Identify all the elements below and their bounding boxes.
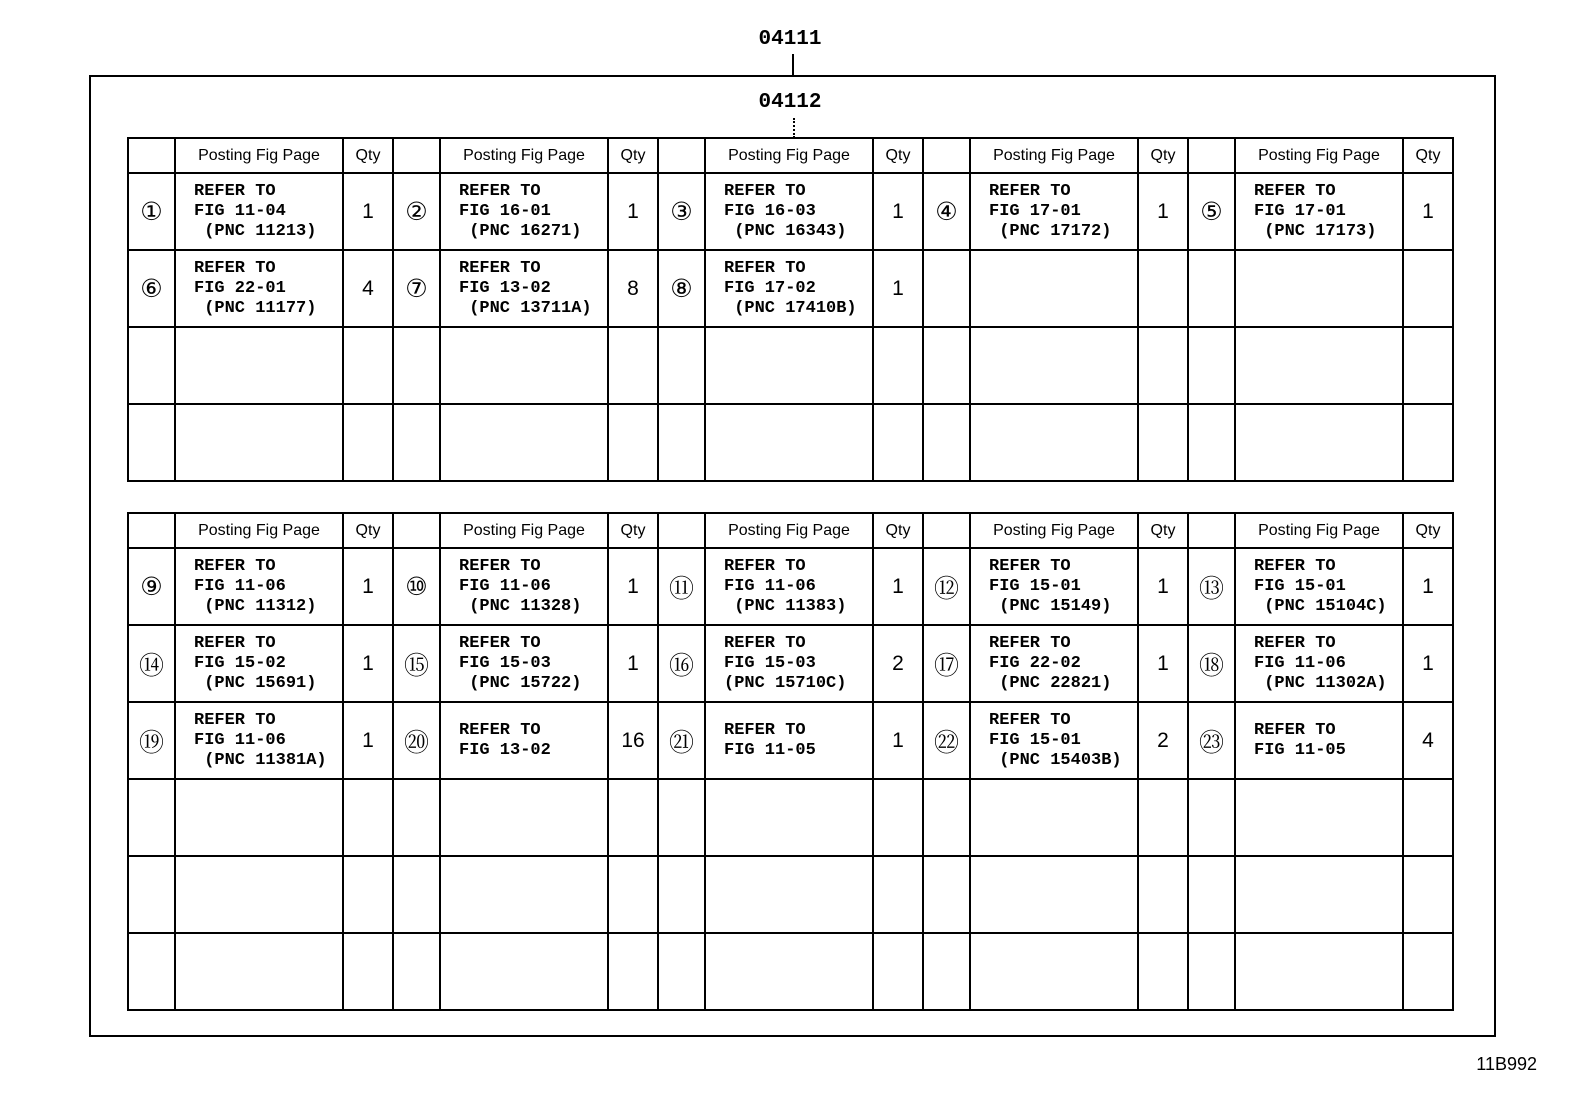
qty-cell xyxy=(608,779,658,856)
qty-cell xyxy=(1138,779,1188,856)
qty-cell xyxy=(1403,327,1453,404)
header-qty: Qty xyxy=(1138,138,1188,173)
posting-fig-page-cell: REFER TO FIG 11-04 (PNC 11213) xyxy=(175,173,343,250)
header-qty: Qty xyxy=(343,513,393,548)
item-number-cell xyxy=(923,250,970,327)
posting-fig-page-cell: REFER TO FIG 15-01 (PNC 15104C) xyxy=(1235,548,1403,625)
table-row xyxy=(128,702,1453,779)
item-number-cell xyxy=(393,327,440,404)
posting-fig-page-cell xyxy=(440,779,608,856)
item-number-cell xyxy=(923,404,970,481)
item-number-cell xyxy=(1188,856,1235,933)
posting-fig-page-cell xyxy=(705,933,873,1010)
qty-cell: 2 xyxy=(1138,702,1188,779)
qty-cell: 16 xyxy=(608,702,658,779)
leader-line-sub xyxy=(793,118,795,138)
posting-fig-page-cell xyxy=(1235,856,1403,933)
item-number-cell xyxy=(1188,250,1235,327)
qty-cell xyxy=(873,404,923,481)
posting-fig-page-cell xyxy=(705,327,873,404)
posting-fig-page-cell: REFER TO FIG 15-01 (PNC 15403B) xyxy=(970,702,1138,779)
header-blank-cell xyxy=(128,513,175,548)
item-number-cell xyxy=(658,404,705,481)
posting-fig-page-cell: REFER TO FIG 15-02 (PNC 15691) xyxy=(175,625,343,702)
header-blank-cell xyxy=(1188,138,1235,173)
qty-cell: 1 xyxy=(873,250,923,327)
qty-cell xyxy=(608,933,658,1010)
posting-fig-page-cell: REFER TO FIG 16-03 (PNC 16343) xyxy=(705,173,873,250)
header-qty: Qty xyxy=(873,513,923,548)
posting-fig-page-cell xyxy=(970,327,1138,404)
qty-cell xyxy=(1403,404,1453,481)
item-number-cell: ⑪ xyxy=(658,548,705,625)
qty-cell xyxy=(1138,856,1188,933)
posting-fig-page-cell xyxy=(970,404,1138,481)
posting-fig-page-cell xyxy=(1235,250,1403,327)
item-number-cell xyxy=(128,856,175,933)
item-number-cell xyxy=(923,856,970,933)
posting-fig-page-cell xyxy=(1235,404,1403,481)
posting-fig-page-cell: REFER TO FIG 11-06 (PNC 11328) xyxy=(440,548,608,625)
posting-fig-page-cell xyxy=(175,933,343,1010)
posting-fig-page-cell: REFER TO FIG 13-02 xyxy=(440,702,608,779)
qty-cell xyxy=(608,327,658,404)
item-number-cell: ② xyxy=(393,173,440,250)
header-qty: Qty xyxy=(343,138,393,173)
posting-fig-page-cell: REFER TO FIG 17-01 (PNC 17173) xyxy=(1235,173,1403,250)
posting-fig-page-cell: REFER TO FIG 22-02 (PNC 22821) xyxy=(970,625,1138,702)
table-header-row xyxy=(128,513,1453,548)
qty-cell xyxy=(1403,250,1453,327)
table-row xyxy=(128,933,1453,1010)
posting-fig-page-cell xyxy=(1235,779,1403,856)
qty-cell: 4 xyxy=(343,250,393,327)
posting-fig-page-cell xyxy=(175,856,343,933)
item-number-cell xyxy=(393,779,440,856)
posting-fig-page-cell: REFER TO FIG 13-02 (PNC 13711A) xyxy=(440,250,608,327)
header-posting-fig-page: Posting Fig Page xyxy=(440,513,608,548)
item-number-cell xyxy=(128,404,175,481)
item-number-cell: ⑮ xyxy=(393,625,440,702)
posting-fig-page-cell xyxy=(970,856,1138,933)
qty-cell xyxy=(873,856,923,933)
qty-cell: 1 xyxy=(608,173,658,250)
qty-cell xyxy=(873,933,923,1010)
posting-fig-page-cell xyxy=(175,404,343,481)
item-number-cell xyxy=(658,779,705,856)
header-posting-fig-page: Posting Fig Page xyxy=(440,138,608,173)
header-posting-fig-page: Posting Fig Page xyxy=(970,513,1138,548)
table-row xyxy=(128,779,1453,856)
posting-fig-page-cell xyxy=(705,404,873,481)
posting-fig-page-cell: REFER TO FIG 11-05 xyxy=(1235,702,1403,779)
item-number-cell: ㉑ xyxy=(658,702,705,779)
header-qty: Qty xyxy=(1403,513,1453,548)
posting-fig-page-cell xyxy=(705,779,873,856)
subassembly-number-label: 04112 xyxy=(758,91,822,114)
qty-cell xyxy=(608,856,658,933)
posting-fig-page-cell: REFER TO FIG 15-01 (PNC 15149) xyxy=(970,548,1138,625)
item-number-cell: ⑱ xyxy=(1188,625,1235,702)
table-row xyxy=(128,173,1453,250)
header-posting-fig-page: Posting Fig Page xyxy=(970,138,1138,173)
posting-fig-page-cell xyxy=(705,856,873,933)
header-blank-cell xyxy=(658,513,705,548)
qty-cell: 1 xyxy=(873,702,923,779)
header-qty: Qty xyxy=(1138,513,1188,548)
posting-fig-page-cell: REFER TO FIG 22-01 (PNC 11177) xyxy=(175,250,343,327)
header-posting-fig-page: Posting Fig Page xyxy=(705,513,873,548)
item-number-cell: ⑳ xyxy=(393,702,440,779)
qty-cell: 1 xyxy=(608,625,658,702)
posting-fig-page-cell: REFER TO FIG 15-03 (PNC 15722) xyxy=(440,625,608,702)
qty-cell xyxy=(343,327,393,404)
qty-cell xyxy=(1138,250,1188,327)
item-number-cell: ⑨ xyxy=(128,548,175,625)
header-posting-fig-page: Posting Fig Page xyxy=(175,513,343,548)
qty-cell xyxy=(873,779,923,856)
qty-cell: 1 xyxy=(873,173,923,250)
item-number-cell xyxy=(393,404,440,481)
posting-fig-page-cell xyxy=(970,933,1138,1010)
posting-fig-page-cell: REFER TO FIG 11-05 xyxy=(705,702,873,779)
qty-cell xyxy=(343,779,393,856)
illustration-code: 11B992 xyxy=(1476,1054,1537,1074)
qty-cell xyxy=(608,404,658,481)
posting-fig-page-cell xyxy=(440,856,608,933)
item-number-cell: ⑤ xyxy=(1188,173,1235,250)
posting-fig-page-cell: REFER TO FIG 15-03 (PNC 15710C) xyxy=(705,625,873,702)
parts-table-2 xyxy=(127,512,1454,1011)
qty-cell xyxy=(1403,856,1453,933)
item-number-cell: ㉓ xyxy=(1188,702,1235,779)
qty-cell xyxy=(1138,327,1188,404)
item-number-cell: ⑰ xyxy=(923,625,970,702)
header-posting-fig-page: Posting Fig Page xyxy=(705,138,873,173)
item-number-cell: ⑥ xyxy=(128,250,175,327)
qty-cell: 1 xyxy=(343,173,393,250)
posting-fig-page-cell xyxy=(1235,327,1403,404)
posting-fig-page-cell xyxy=(440,327,608,404)
qty-cell xyxy=(343,856,393,933)
qty-cell: 1 xyxy=(1403,548,1453,625)
header-blank-cell xyxy=(128,138,175,173)
posting-fig-page-cell xyxy=(970,779,1138,856)
qty-cell xyxy=(1138,933,1188,1010)
qty-cell: 1 xyxy=(1138,625,1188,702)
item-number-cell xyxy=(1188,779,1235,856)
item-number-cell: ⑭ xyxy=(128,625,175,702)
header-blank-cell xyxy=(658,138,705,173)
qty-cell: 1 xyxy=(343,625,393,702)
posting-fig-page-cell: REFER TO FIG 17-02 (PNC 17410B) xyxy=(705,250,873,327)
item-number-cell: ㉒ xyxy=(923,702,970,779)
posting-fig-page-cell xyxy=(175,327,343,404)
posting-fig-page-cell: REFER TO FIG 16-01 (PNC 16271) xyxy=(440,173,608,250)
item-number-cell: ⑦ xyxy=(393,250,440,327)
item-number-cell xyxy=(1188,404,1235,481)
item-number-cell: ⑧ xyxy=(658,250,705,327)
item-number-cell: ⑫ xyxy=(923,548,970,625)
table-row xyxy=(128,404,1453,481)
item-number-cell xyxy=(658,327,705,404)
posting-fig-page-cell xyxy=(175,779,343,856)
parts-table-1 xyxy=(127,137,1454,482)
item-number-cell xyxy=(658,933,705,1010)
posting-fig-page-cell: REFER TO FIG 11-06 (PNC 11312) xyxy=(175,548,343,625)
qty-cell: 1 xyxy=(343,702,393,779)
posting-fig-page-cell xyxy=(440,404,608,481)
item-number-cell xyxy=(128,779,175,856)
item-number-cell xyxy=(393,856,440,933)
qty-cell: 8 xyxy=(608,250,658,327)
header-blank-cell xyxy=(923,513,970,548)
header-blank-cell xyxy=(1188,513,1235,548)
qty-cell: 2 xyxy=(873,625,923,702)
item-number-cell: ④ xyxy=(923,173,970,250)
posting-fig-page-cell: REFER TO FIG 11-06 (PNC 11302A) xyxy=(1235,625,1403,702)
table-row xyxy=(128,327,1453,404)
qty-cell: 1 xyxy=(1138,548,1188,625)
header-blank-cell xyxy=(393,513,440,548)
item-number-cell xyxy=(1188,933,1235,1010)
posting-fig-page-cell: REFER TO FIG 11-06 (PNC 11381A) xyxy=(175,702,343,779)
posting-fig-page-cell: REFER TO FIG 11-06 (PNC 11383) xyxy=(705,548,873,625)
header-posting-fig-page: Posting Fig Page xyxy=(1235,513,1403,548)
item-number-cell: ⑬ xyxy=(1188,548,1235,625)
qty-cell: 1 xyxy=(608,548,658,625)
item-number-cell xyxy=(923,327,970,404)
item-number-cell: ① xyxy=(128,173,175,250)
item-number-cell: ⑲ xyxy=(128,702,175,779)
item-number-cell xyxy=(1188,327,1235,404)
item-number-cell xyxy=(658,856,705,933)
table-row xyxy=(128,856,1453,933)
header-qty: Qty xyxy=(1403,138,1453,173)
table-row xyxy=(128,250,1453,327)
item-number-cell: ⑯ xyxy=(658,625,705,702)
qty-cell: 1 xyxy=(343,548,393,625)
qty-cell xyxy=(343,933,393,1010)
item-number-cell: ⑩ xyxy=(393,548,440,625)
qty-cell: 1 xyxy=(873,548,923,625)
posting-fig-page-cell xyxy=(970,250,1138,327)
table-row xyxy=(128,625,1453,702)
table-row xyxy=(128,548,1453,625)
item-number-cell xyxy=(128,327,175,404)
posting-fig-page-cell xyxy=(440,933,608,1010)
qty-cell: 1 xyxy=(1403,173,1453,250)
posting-fig-page-cell xyxy=(1235,933,1403,1010)
posting-fig-page-cell: REFER TO FIG 17-01 (PNC 17172) xyxy=(970,173,1138,250)
header-posting-fig-page: Posting Fig Page xyxy=(1235,138,1403,173)
table-header-row xyxy=(128,138,1453,173)
header-posting-fig-page: Posting Fig Page xyxy=(175,138,343,173)
qty-cell: 1 xyxy=(1138,173,1188,250)
header-qty: Qty xyxy=(873,138,923,173)
header-qty: Qty xyxy=(608,138,658,173)
qty-cell xyxy=(1403,779,1453,856)
header-blank-cell xyxy=(393,138,440,173)
qty-cell xyxy=(1403,933,1453,1010)
item-number-cell: ③ xyxy=(658,173,705,250)
qty-cell xyxy=(1138,404,1188,481)
qty-cell: 1 xyxy=(1403,625,1453,702)
assembly-number-label: 04111 xyxy=(758,28,822,51)
item-number-cell xyxy=(923,933,970,1010)
leader-line-top xyxy=(792,54,794,76)
header-blank-cell xyxy=(923,138,970,173)
item-number-cell xyxy=(393,933,440,1010)
qty-cell xyxy=(873,327,923,404)
qty-cell: 4 xyxy=(1403,702,1453,779)
item-number-cell xyxy=(128,933,175,1010)
qty-cell xyxy=(343,404,393,481)
item-number-cell xyxy=(923,779,970,856)
header-qty: Qty xyxy=(608,513,658,548)
